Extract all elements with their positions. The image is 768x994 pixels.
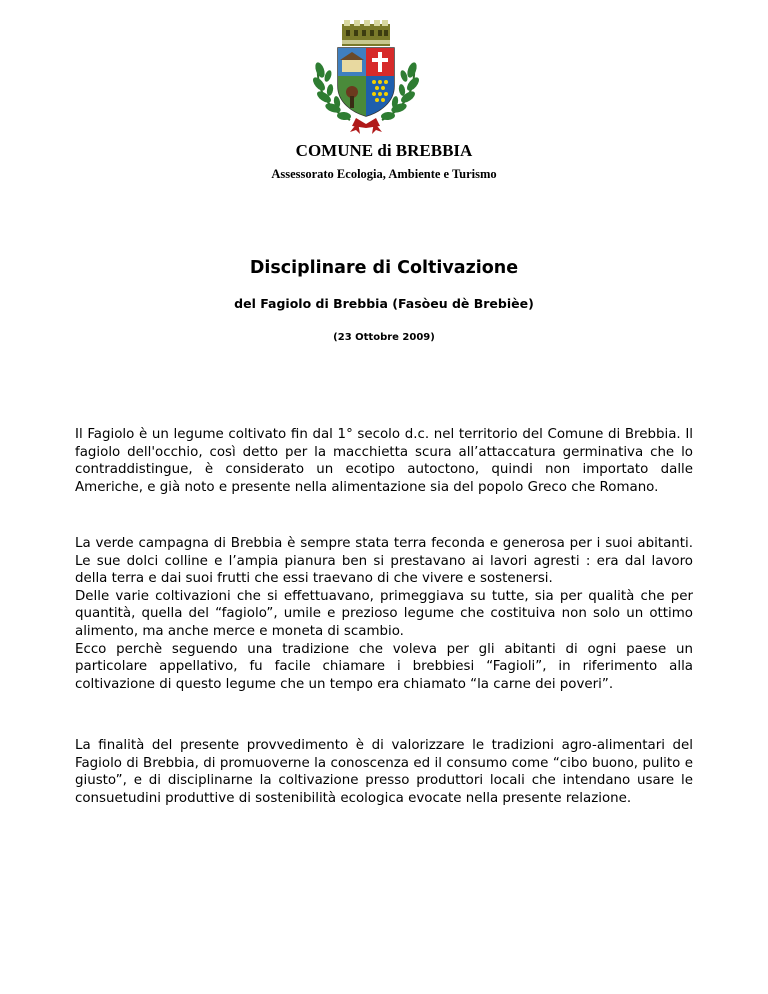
document-title: Disciplinare di Coltivazione — [249, 258, 519, 278]
municipal-coat-of-arms — [306, 14, 426, 134]
department-name: Assessorato Ecologia, Ambiente e Turismo — [271, 167, 497, 181]
paragraph: La finalità del presente provvedimento è di valorizzare le tradizioni agro-alimentari del Fagiolo di Brebbia, di promuoverne la conoscenza ed il consumo come “cibo buono, pulito e giusto”, e di disciplinarne la coltivazione presso produttori locali che intendano usare le consuetudini produttive di sostenibilità ecologica evocate nella presente relazione. — [75, 738, 693, 806]
crown — [342, 20, 390, 46]
ribbon — [350, 118, 382, 134]
document-subtitle: del Fagiolo di Brebbia (Fasòeu dè Brebièe) — [234, 296, 534, 311]
municipality-name: COMUNE di BREBBIA — [295, 141, 473, 160]
paragraph: La verde campagna di Brebbia è sempre stata terra feconda e generosa per i suoi abitanti. Le sue dolci colline e l’ampia pianura ben si prestavano ai lavori agresti : era dal lavoro della terra e dai suoi frutti che essi traevano di che vivere e sostenersi. Delle varie coltivazioni che si effettuavano, primeggiava su tutte, sia per qualità che per quantità, quella del “fagiolo”, umile e prezioso legume che costituiva non solo un ottimo alimento, ma anche merce e moneta di scambio. Ecco perchè seguendo una tradizione che voleva per gli abitanti di ogni paese un particolare appellativo, fu facile chiamare i brebbiesi “Fagioli”, in riferimento alla coltivazione di questo legume che un tempo era chiamato “la carne dei poveri”. — [75, 536, 693, 692]
paragraph: Il Fagiolo è un legume coltivato fin dal 1° secolo d.c. nel territorio del Comune di Brebbia. Il fagiolo dell'occhio, così detto per la macchietta scura all’attaccatura germinativa che lo contraddistingue, è considerato un ecotipo autoctono, quindi non importato dalle Americhe, e già noto e presente nella alimentazione sia del popolo Greco che Romano. — [75, 427, 693, 495]
shield — [338, 48, 394, 116]
document-date: (23 Ottobre 2009) — [333, 332, 435, 343]
